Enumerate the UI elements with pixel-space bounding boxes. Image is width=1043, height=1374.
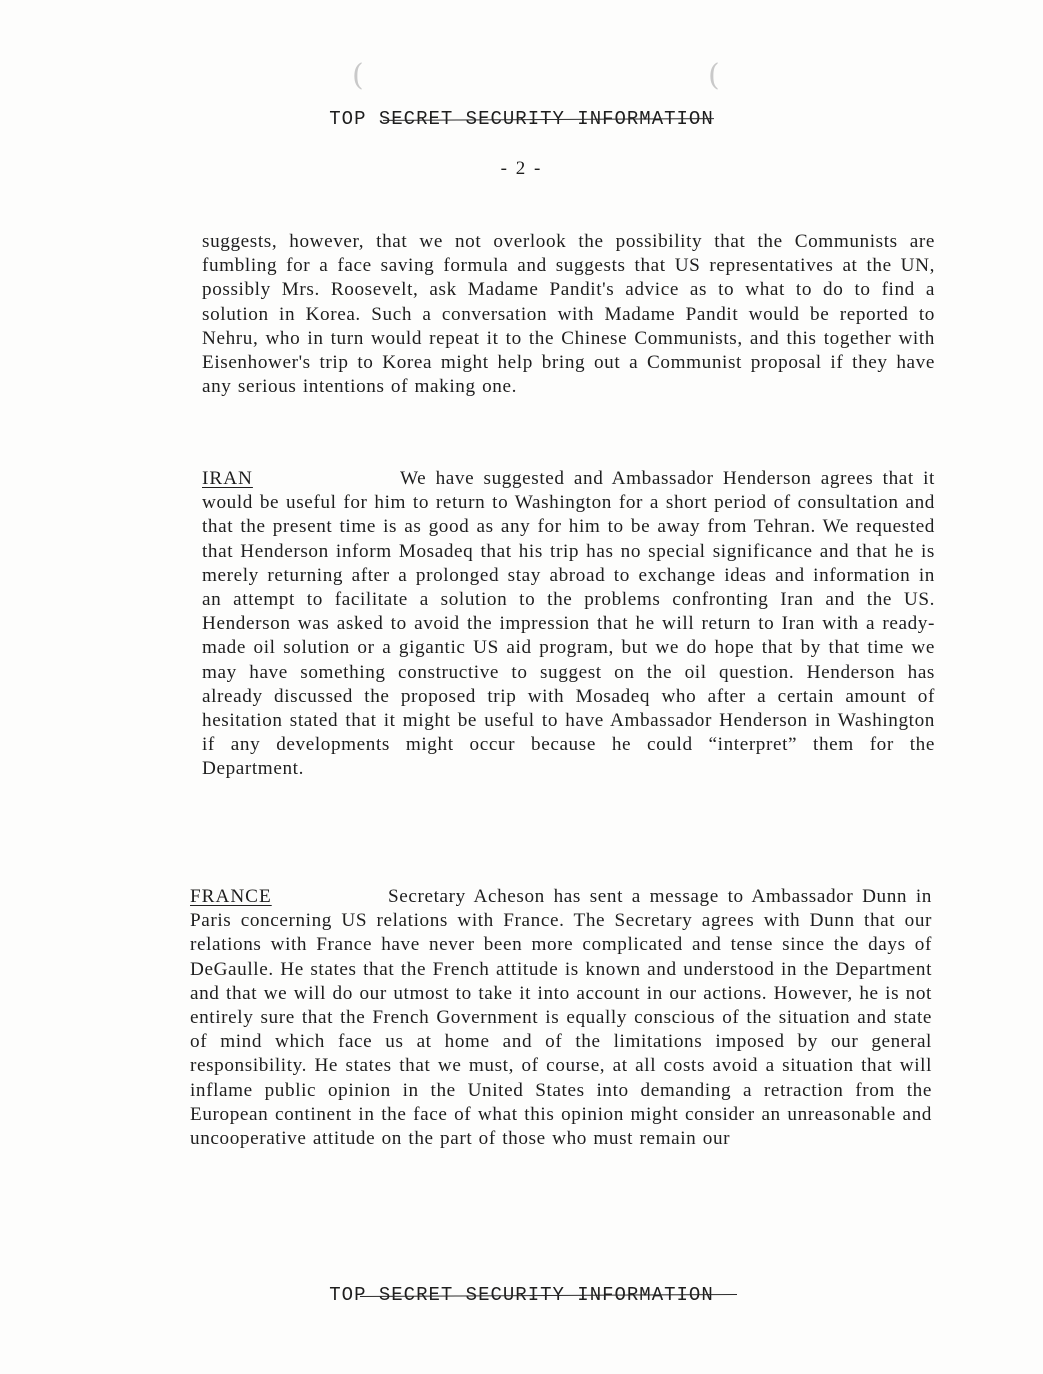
paragraph-iran-text: We have suggested and Ambassador Henderson agrees that it would be useful for him to return to Washington for a short period of consultation and that the present time is as good as any for him to be away from Tehran. We requested that Henderson inform Mosadeq that his trip has no special significance and that he is merely returning after a prolonged stay abroad to exchange ideas and information in an attempt to facilitate a solution to the problems confronting Iran and the US. Henderson was asked to avoid the impression that he will return to Iran with a ready-made oil solution or a gigantic US aid program, but we do hope that by that time we may have something constructive to suggest on the oil question. Henderson has already discussed the proposed trip with Mosadeq who after a certain amount of hesitation stated that it might be useful to have Ambassador Henderson in Washington if any developments might occur because he could “interpret” them for the Department.: [202, 468, 935, 780]
punch-hole-mark-right: (: [708, 58, 720, 93]
section-heading-france: FRANCE: [190, 886, 272, 907]
header-classification-text: TOP SECRET SECURITY INFORMATION: [329, 108, 714, 130]
footer-classification: [0, 1284, 1043, 1306]
page-number: - 2 -: [500, 158, 543, 179]
header-classification: [0, 108, 1043, 130]
paragraph-korea-text: suggests, however, that we not overlook the possibility that the Communists are fumbling for a face saving formula and suggests that US representatives at the UN, possibly Mrs. Roosevelt, ask Madame Pandit's advice as to what to do to find a solution in Korea. Such a conversation with Madame Pandit would be reported to Nehru, who in turn would repeat it to the Chinese Communists, and this together with Eisenhower's trip to Korea might help bring out a Communist proposal if they have any serious intentions of making one.: [202, 231, 935, 398]
paragraph-france: [190, 885, 932, 1151]
punch-hole-mark-left: (: [352, 58, 364, 93]
paragraph-france-text: Secretary Acheson has sent a message to Ambassador Dunn in Paris concerning US relations with France. The Secretary agrees with Dunn that our relations with France have never been more complicated and tense since the days of DeGaulle. He states that the French attitude is known and understood in the Department and that we will do our utmost to take it into account in our actions. However, he is not entirely sure that the French Government is equally conscious of the situation and state of mind which face us at home and of the limitations imposed by our general responsibility. He states that we must, of course, at all costs avoid a situation that will inflame public opinion in the United States into demanding a retraction from the European continent in the face of what this opinion might consider an unreasonable and uncooperative attitude on the part of those who must remain our: [190, 886, 932, 1150]
paragraph-iran: [202, 467, 935, 782]
section-heading-iran: IRAN: [202, 468, 253, 489]
paragraph-korea-continued: [202, 230, 935, 399]
footer-classification-text: TOP SECRET SECURITY INFORMATION: [329, 1284, 714, 1306]
